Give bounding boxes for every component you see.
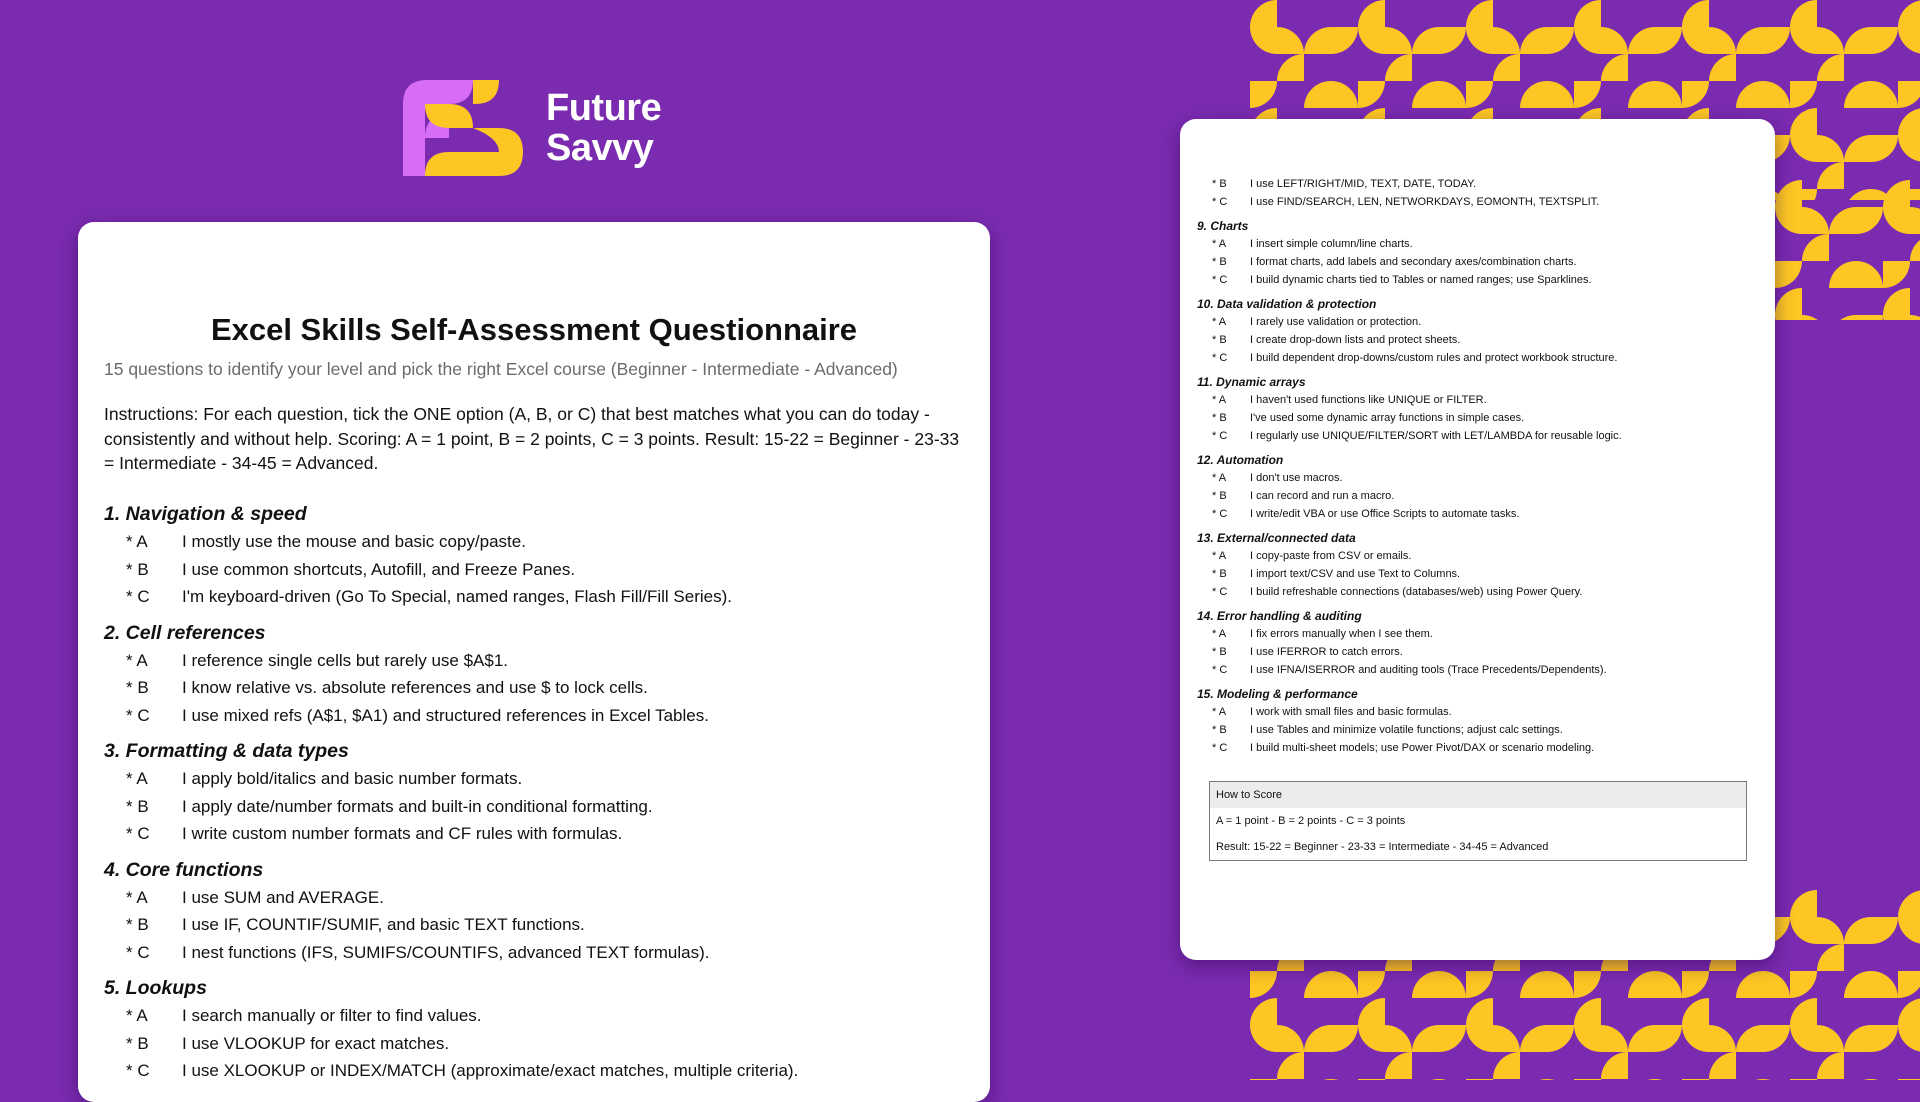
option-text: I can record and run a macro.: [1250, 490, 1395, 502]
question-block: [104, 856, 974, 967]
option-key: * B: [1212, 568, 1227, 580]
option-key: * C: [1212, 196, 1228, 208]
question-title: 5. Lookups: [104, 977, 207, 999]
option-text: I use IFNA/ISERROR and auditing tools (Trace Precedents/Dependents).: [1250, 664, 1607, 676]
option-key: * A: [126, 650, 148, 670]
option-row: [104, 674, 974, 702]
option-text: I use VLOOKUP for exact matches.: [182, 1033, 450, 1053]
option-text: I copy-paste from CSV or emails.: [1250, 550, 1412, 562]
option-row: [1197, 349, 1757, 367]
option-row: [1197, 331, 1757, 349]
option-key: * A: [1212, 706, 1227, 718]
option-text: I apply date/number formats and built-in conditional formatting.: [182, 796, 653, 816]
option-text: I use LEFT/RIGHT/MID, TEXT, DATE, TODAY.: [1250, 178, 1477, 190]
option-text: I apply bold/italics and basic number formats.: [182, 769, 523, 788]
option-row: [104, 528, 974, 556]
option-row: [104, 1030, 974, 1058]
option-key: * C: [1212, 508, 1228, 520]
option-key: * B: [1212, 412, 1227, 424]
option-row: [104, 939, 974, 967]
question-title: 14. Error handling & auditing: [1197, 609, 1362, 623]
option-key: * A: [1212, 238, 1227, 250]
option-key: * B: [1212, 724, 1227, 736]
option-key: * A: [1212, 394, 1227, 406]
question-block: [104, 619, 974, 730]
option-row: [1197, 721, 1757, 739]
option-row: [104, 765, 974, 793]
option-text: I insert simple column/line charts.: [1250, 238, 1413, 250]
option-row: [104, 820, 974, 848]
option-row: [1197, 661, 1757, 679]
score-table-header: How to Score: [1210, 782, 1746, 808]
questionnaire-page-2: [1180, 119, 1775, 960]
option-text: I fix errors manually when I see them.: [1250, 628, 1433, 640]
question-title: 4. Core functions: [104, 858, 264, 881]
question-block: [1197, 451, 1757, 523]
option-row: [1197, 505, 1757, 523]
option-key: * C: [1212, 352, 1228, 364]
question-block: [1197, 685, 1757, 757]
question-title: 12. Automation: [1197, 453, 1284, 467]
option-key: * A: [1212, 316, 1227, 328]
option-row: [1197, 739, 1757, 757]
option-row: [104, 911, 974, 939]
option-key: * C: [1212, 742, 1228, 754]
option-row: [1197, 625, 1757, 643]
question-list: [104, 500, 974, 1093]
instructions: Instructions: For each question, tick the ONE option (A, B, or C) that best matches what you can do today - consistently and without help. Scoring: A = 1 point, B = 2 points, C = 3 points. Result: 15-22 = Beginner - 23-33 = Intermediate - 34-45 = Advanced.: [104, 404, 960, 473]
option-key: * B: [126, 796, 149, 816]
option-key: * C: [126, 824, 150, 843]
option-key: * C: [1212, 586, 1228, 598]
option-row: [104, 1002, 974, 1030]
questionnaire-page-1: [78, 222, 990, 1102]
option-row: [1197, 547, 1757, 565]
option-key: * B: [1212, 178, 1227, 190]
option-key: * C: [126, 587, 150, 606]
question-title: 2. Cell references: [104, 621, 266, 644]
question-title: 13. External/connected data: [1197, 531, 1356, 545]
option-row: [1197, 583, 1757, 601]
option-key: * C: [1212, 274, 1228, 286]
option-row: [1197, 253, 1757, 271]
option-key: * A: [1212, 550, 1227, 562]
question-title: 9. Charts: [1197, 219, 1249, 233]
option-row: [1197, 271, 1757, 289]
option-row: [1197, 409, 1757, 427]
option-text: I use SUM and AVERAGE.: [182, 887, 384, 907]
option-key: * A: [1212, 628, 1227, 640]
option-text: I reference single cells but rarely use $A$1.: [182, 650, 509, 670]
decorative-petal-pattern-right: [1775, 180, 1920, 320]
question-title: 15. Modeling & performance: [1197, 687, 1358, 701]
option-text: I build dynamic charts tied to Tables or named ranges; use Sparklines.: [1250, 274, 1592, 286]
option-row: [104, 583, 974, 611]
option-row: [1197, 487, 1757, 505]
option-row: [104, 884, 974, 912]
question-list: [1197, 175, 1757, 757]
option-key: * B: [1212, 490, 1227, 502]
option-row: [1197, 193, 1757, 211]
option-key: * B: [126, 915, 149, 934]
option-text: I import text/CSV and use Text to Columns.: [1250, 568, 1461, 580]
question-block: [1197, 217, 1757, 289]
option-row: [1197, 469, 1757, 487]
question-block: [104, 974, 974, 1085]
brand-logo: [403, 80, 661, 176]
question-block: [1197, 373, 1757, 445]
option-text: I build multi-sheet models; use Power Pivot/DAX or scenario modeling.: [1250, 742, 1595, 754]
question-block: [1197, 607, 1757, 679]
score-result-row: Result: 15-22 = Beginner - 23-33 = Intermediate - 34-45 = Advanced: [1216, 841, 1549, 853]
option-key: * B: [126, 559, 149, 579]
option-key: * A: [126, 1006, 148, 1025]
question-block: [104, 500, 974, 611]
how-to-score-table: [1209, 781, 1747, 861]
option-text: I don't use macros.: [1250, 472, 1343, 484]
option-row: [1197, 175, 1757, 193]
option-text: I search manually or filter to find values.: [182, 1006, 482, 1025]
option-text: I use mixed refs (A$1, $A1) and structured references in Excel Tables.: [182, 705, 709, 725]
option-text: I nest functions (IFS, SUMIFS/COUNTIFS, advanced TEXT formulas).: [182, 942, 710, 962]
option-key: * A: [126, 887, 148, 907]
option-row: [104, 556, 974, 584]
option-row: [104, 793, 974, 821]
option-key: * A: [126, 769, 148, 788]
option-text: I work with small files and basic formulas.: [1250, 706, 1452, 718]
page-subtitle: 15 questions to identify your level and pick the right Excel course (Beginner - Intermediate - Advanced): [104, 359, 898, 379]
option-text: I build dependent drop-downs/custom rules and protect workbook structure.: [1250, 352, 1618, 364]
option-row: [1197, 313, 1757, 331]
question-title: 1. Navigation & speed: [104, 503, 307, 525]
option-text: I use IFERROR to catch errors.: [1250, 646, 1403, 658]
option-text: I haven't used functions like UNIQUE or FILTER.: [1250, 394, 1487, 406]
option-key: * A: [126, 532, 148, 551]
option-key: * B: [1212, 256, 1227, 268]
score-points-row: A = 1 point - B = 2 points - C = 3 points: [1216, 815, 1406, 827]
option-row: [1197, 703, 1757, 721]
option-text: I know relative vs. absolute references and use $ to lock cells.: [182, 678, 648, 697]
option-key: * B: [126, 1033, 149, 1053]
option-row: [104, 1057, 974, 1085]
page-title: Excel Skills Self-Assessment Questionnaire: [210, 312, 858, 347]
option-text: I've used some dynamic array functions in simple cases.: [1250, 412, 1525, 424]
option-key: * B: [1212, 646, 1227, 658]
question-block: [104, 737, 974, 848]
option-row: [1197, 391, 1757, 409]
question-title: 10. Data validation & protection: [1197, 297, 1377, 311]
option-row: [1197, 565, 1757, 583]
option-key: * C: [1212, 664, 1228, 676]
option-text: I regularly use UNIQUE/FILTER/SORT with LET/LAMBDA for reusable logic.: [1250, 430, 1622, 442]
option-row: [104, 647, 974, 675]
question-title: 3. Formatting & data types: [104, 740, 349, 762]
option-text: I rarely use validation or protection.: [1250, 316, 1422, 328]
option-text: I use XLOOKUP or INDEX/MATCH (approximate/exact matches, multiple criteria).: [182, 1061, 799, 1080]
option-row: [1197, 427, 1757, 445]
option-text: I write/edit VBA or use Office Scripts to automate tasks.: [1250, 508, 1520, 520]
option-key: * C: [126, 942, 150, 962]
option-key: * A: [1212, 472, 1227, 484]
question-block: [1197, 295, 1757, 367]
option-key: * C: [126, 1061, 150, 1080]
option-text: I create drop-down lists and protect sheets.: [1250, 334, 1461, 346]
question-block: [1197, 529, 1757, 601]
option-text: I use FIND/SEARCH, LEN, NETWORKDAYS, EOMONTH, TEXTSPLIT.: [1250, 196, 1600, 208]
option-text: I use Tables and minimize volatile functions; adjust calc settings.: [1250, 724, 1563, 736]
option-key: * B: [126, 678, 149, 697]
option-key: * B: [1212, 334, 1227, 346]
brand-name: Future Savvy: [546, 87, 662, 169]
option-row: [1197, 643, 1757, 661]
option-text: I build refreshable connections (databases/web) using Power Query.: [1250, 586, 1583, 598]
option-key: * C: [1212, 430, 1228, 442]
option-row: [1197, 235, 1757, 253]
option-text: I'm keyboard-driven (Go To Special, named ranges, Flash Fill/Fill Series).: [182, 587, 732, 606]
question-title: 11. Dynamic arrays: [1197, 375, 1306, 389]
option-key: * C: [126, 705, 150, 725]
option-text: I write custom number formats and CF rules with formulas.: [182, 824, 623, 843]
option-text: I use IF, COUNTIF/SUMIF, and basic TEXT functions.: [182, 915, 585, 934]
option-row: [104, 702, 974, 730]
future-savvy-logo-icon: [403, 80, 523, 176]
option-text: I format charts, add labels and secondary axes/combination charts.: [1250, 256, 1577, 268]
option-text: I mostly use the mouse and basic copy/paste.: [182, 532, 526, 551]
option-text: I use common shortcuts, Autofill, and Freeze Panes.: [182, 559, 576, 579]
